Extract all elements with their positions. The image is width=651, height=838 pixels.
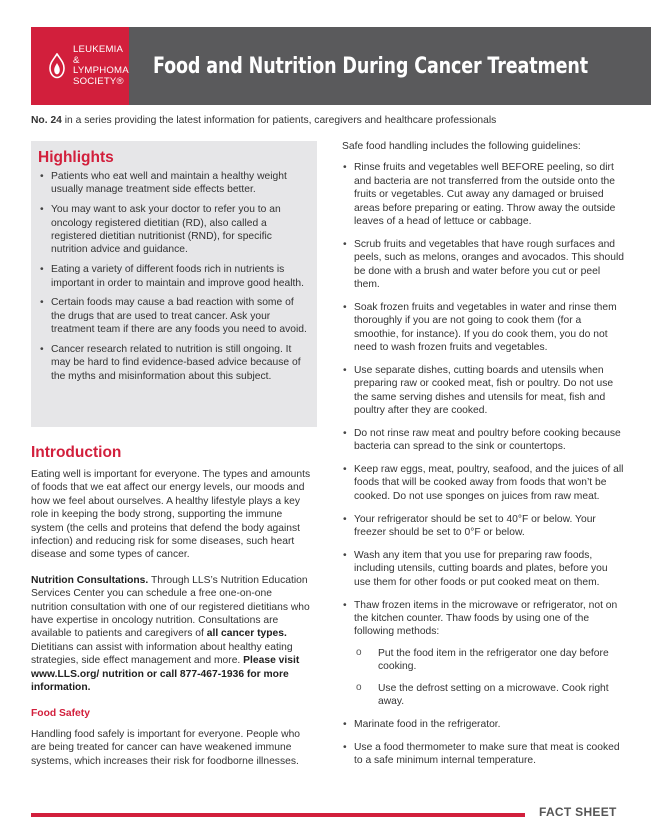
food-safety-paragraph: Handling food safely is important for everyone. People who are being treated for cancer can have weakened immune systems, which increases their risk for foodborne illnesses. (31, 728, 301, 767)
guidelines-section (342, 140, 624, 777)
logo-line: LEUKEMIA & (73, 44, 123, 66)
introduction-heading: Introduction (31, 444, 122, 461)
guideline-item: • Keep raw eggs, meat, poultry, seafood, and the juices of all foods that will be cooked away from foods that won’t be cooked. Do not use sponges on juices from raw meat. (342, 463, 624, 503)
footer-red-rule (31, 813, 525, 817)
highlights-title: Highlights (38, 149, 114, 166)
guideline-item-thaw (342, 599, 624, 709)
flame-logo-icon (47, 53, 67, 79)
guideline-item: • Do not rinse raw meat and poultry before cooking because bacteria can spread to the sink or countertops. (342, 427, 624, 454)
guidelines-intro: Safe food handling includes the following guidelines: (342, 141, 581, 152)
guideline-item: • Marinate food in the refrigerator. (342, 718, 624, 731)
highlight-item: • Eating a variety of different foods rich in nutrients is important in order to maintain and improve good health. (38, 263, 307, 290)
thaw-method-item: o Use the defrost setting on a microwave. Cook right away. (354, 682, 624, 709)
guideline-item: • Soak frozen fruits and vegetables in water and rinse them thoroughly if you are not going to cook them (for a smoothie, for instance). If you do cook them, you do not need to wash frozen fruits and vegetables. (342, 301, 624, 355)
logo-line: LYMPHOMA (73, 65, 129, 76)
thaw-methods-list (354, 647, 624, 709)
consultations-bold-cancer-types: all cancer types. (206, 628, 287, 640)
highlight-item: • Certain foods may cause a bad reaction with some of the drugs that are used to treat cancer. Ask your treatment team if there are any foods you need to avoid. (38, 296, 307, 336)
highlight-item: • You may want to ask your doctor to refer you to an oncology registered dietitian (RD), also called a registered dietitian nutritionist (RND), for specific nutrition advice and guidance. (38, 203, 307, 257)
guideline-item: • Wash any item that you use for preparing raw foods, including utensils, cutting boards and plates, before you use them for other foods or put cooked meat on them. (342, 549, 624, 589)
guideline-item: • Use a food thermometer to make sure that meat is cooked to a safe minimum internal temperature. (342, 741, 624, 768)
highlights-list (38, 170, 307, 383)
consultations-text-2: Dietitians can assist with information about healthy eating strategies, side effect management and more. (31, 641, 293, 667)
consultations-text: Through LLS’s Nutrition Education Services Center you can schedule a free one-on-one nutrition consultation with one of our registered dietitians who have expertise in oncology nutrition. Consultations are available to patients and caregivers of (31, 574, 310, 640)
food-safety-heading: Food Safety (31, 707, 90, 719)
guidelines-list (342, 161, 624, 767)
guideline-item: • Scrub fruits and vegetables that have rough surfaces and peels, such as melons, oranges and avocados. This should be done with a brush and water before you cut or peel them. (342, 238, 624, 292)
title-banner (129, 27, 651, 105)
introduction-paragraph: Eating well is important for everyone. The types and amounts of foods that we eat affect our energy levels, our moods and how we feel about ourselves. A healthy lifestyle plays a key role in keeping the body strong, supporting the immune system (the cells and proteins that defend the body against infection) and reducing risk for some diseases, such heart disease and some types of cancer. (31, 469, 311, 561)
series-line (31, 115, 496, 126)
guideline-item: • Rinse fruits and vegetables well BEFORE peeling, so dirt and bacteria are not transferred from the outside onto the fruits or vegetables. Cut away any damaged or bruised areas before preparing or eating. Throw away the outside leaves of a head of lettuce or cabbage. (342, 161, 624, 228)
introduction-section (31, 468, 311, 780)
logo-text (73, 45, 129, 87)
page-title: Food and Nutrition During Cancer Treatment (152, 53, 588, 79)
consultations-label: Nutrition Consultations. (31, 574, 149, 586)
nutrition-consultations-paragraph (31, 574, 311, 695)
highlights-box (31, 141, 317, 427)
highlight-item: • Cancer research related to nutrition is still ongoing. It may be hard to find evidence-based advice because of the myths and misinformation about this subject. (38, 343, 307, 383)
series-number: No. 24 (31, 115, 62, 126)
page-header (31, 27, 621, 105)
guideline-item: • Your refrigerator should be set to 40°F or below. Your freezer should be set to 0°F or below. (342, 513, 624, 540)
lls-logo (31, 27, 129, 105)
guideline-item: • Use separate dishes, cutting boards and utensils when preparing raw or cooked meat, fish or poultry. Do not use the same serving dishes and utensils for meat, fish and poultry after they are cooked. (342, 364, 624, 418)
thaw-method-item: o Put the food item in the refrigerator one day before cooking. (354, 647, 624, 674)
fact-sheet-label: FACT SHEET (539, 805, 617, 819)
series-text: in a series providing the latest information for patients, caregivers and healthcare professionals (61, 115, 497, 126)
guideline-thaw-text: Thaw frozen items in the microwave or refrigerator, not on the kitchen counter. Thaw foods by using one of the following methods: (354, 599, 618, 638)
logo-line: SOCIETY® (73, 75, 124, 87)
consultations-contact-link[interactable]: Please visit www.LLS.org/ nutrition or call 877-467-1936 for more information. (31, 655, 300, 694)
highlight-item: • Patients who eat well and maintain a healthy weight usually manage treatment side effects better. (38, 170, 307, 197)
